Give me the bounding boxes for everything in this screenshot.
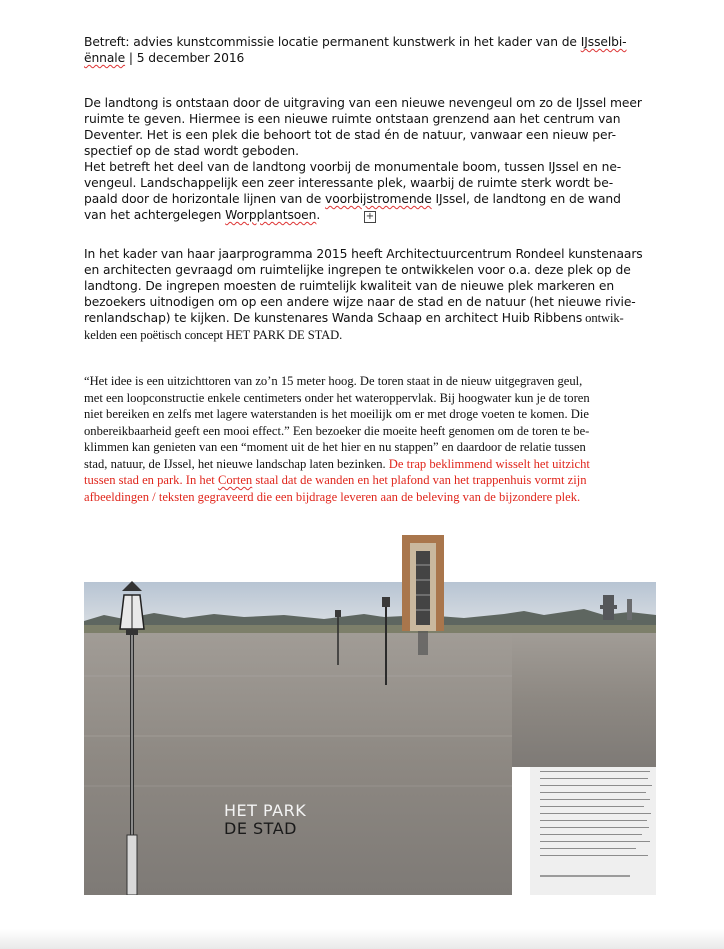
caption-signature (540, 875, 630, 877)
spellcheck-word: Corten (217, 473, 253, 487)
text-line: bezoekers uitnodigen om op een andere wijze naar de stad en de natuur (het nieuwe rivie- (84, 295, 636, 309)
caption-text-block (540, 771, 652, 862)
text-line: De landtong is ontstaan door de uitgraving van een nieuwe nevengeul om zo de IJssel meer (84, 96, 642, 110)
text-line (84, 191, 656, 207)
header-line-2 (84, 50, 656, 66)
paragraph-rondeel (84, 246, 656, 343)
highlight-text: tussen stad en park. In het (84, 473, 218, 487)
text-span: van het achtergelegen (84, 208, 226, 222)
text-line: Deventer. Het is een plek die behoort tot de stad én de natuur, vanwaar een nieuw per- (84, 128, 616, 142)
document-header (84, 34, 656, 66)
text-span: IJssel, de landtong en de wand (431, 192, 621, 206)
text-line: In het kader van haar jaarprogramma 2015 heeft Architectuurcentrum Rondeel kunstenaars (84, 247, 643, 261)
text-line: niet bereiken en zelfs met lagere waterstanden is het moeilijk om er met droge voeten te komen. Die (84, 407, 589, 421)
text-span: ontwik- (582, 311, 624, 325)
text-line: en architecten gevraagd om ruimtelijke ingrepen te ontwikkelen voor o.a. deze plek op de (84, 263, 631, 277)
text-line: klimmen kan genieten van een “moment uit de het hier en nu stappen” en daardoor de relatie tussen (84, 440, 586, 454)
text-line: landtong. De ingrepen moesten de ruimtelijk kwaliteit van de nieuwe plek markeren en (84, 279, 615, 293)
text-span: . (316, 208, 321, 222)
move-handle-icon[interactable]: + (365, 211, 375, 222)
text-line (84, 456, 664, 473)
text-span: stad, natuur, de IJssel, het nieuwe landschap laten bezinken. (84, 456, 389, 471)
text-line (84, 310, 656, 327)
header-line-1 (84, 34, 656, 50)
spellcheck-word: voorbijstromende (325, 192, 432, 206)
text-line: vengeul. Landschappelijk een zeer interessante plek, waarbij de ruimte sterk wordt be- (84, 176, 614, 190)
artist-impression-figure (84, 535, 656, 895)
spellcheck-word: ënnale (84, 51, 126, 65)
text-line (84, 472, 664, 489)
text-line: ruimte te geven. Hiermee is een nieuwe ruimte ontstaan grenzend aan het centrum van (84, 112, 621, 126)
figure-title (224, 802, 306, 838)
text-line: met een loopconstructie enkele centimeters onder het wateroppervlak. Bij hoogwater kun je de toren (84, 390, 590, 405)
text-line: kelden een poëtisch concept HET PARK DE STAD. (84, 327, 343, 342)
text-span: paald door de horizontale lijnen van de (84, 192, 326, 206)
highlight-text: De trap beklimmend wisselt het uitzicht (388, 456, 590, 471)
text-line: Het betreft het deel van de landtong voorbij de monumentale boom, tussen IJssel en ne- (84, 160, 622, 174)
quote-block (84, 373, 664, 505)
text-line: “Het idee is een uitzichttoren van zo’n 15 meter hoog. De toren staat in de nieuw uitgegraven geul, (84, 374, 583, 388)
figure-title-line-1: HET PARK (224, 801, 307, 820)
highlight-text: staal dat de wanden en het plafond van het trappenhuis vormt zijn (252, 473, 587, 487)
text-line: afbeeldingen / teksten gegraveerd die een bijdrage leveren aan de beleving van de bijzondere plek. (84, 489, 581, 504)
figure-title-line-2: DE STAD (224, 819, 297, 838)
spellcheck-word: Worpplantsoen (225, 208, 317, 222)
paragraph-landtong (84, 95, 656, 223)
text-line: onbereikbaarheid geeft een mooi effect.” Een bezoeker die moeite heeft genomen om de toren te be- (84, 423, 590, 438)
spellcheck-word: IJsselbi- (580, 35, 627, 49)
header-date: | 5 december 2016 (125, 51, 245, 65)
page-bottom-edge (0, 929, 724, 949)
text-line: spectief op de stad wordt geboden. (84, 144, 299, 158)
text-span: renlandschap) te kijken. De kunstenares Wanda Schaap en architect Huib Ribbens (84, 311, 583, 325)
header-text: Betreft: advies kunstcommissie locatie permanent kunstwerk in het kader van de (84, 35, 581, 49)
